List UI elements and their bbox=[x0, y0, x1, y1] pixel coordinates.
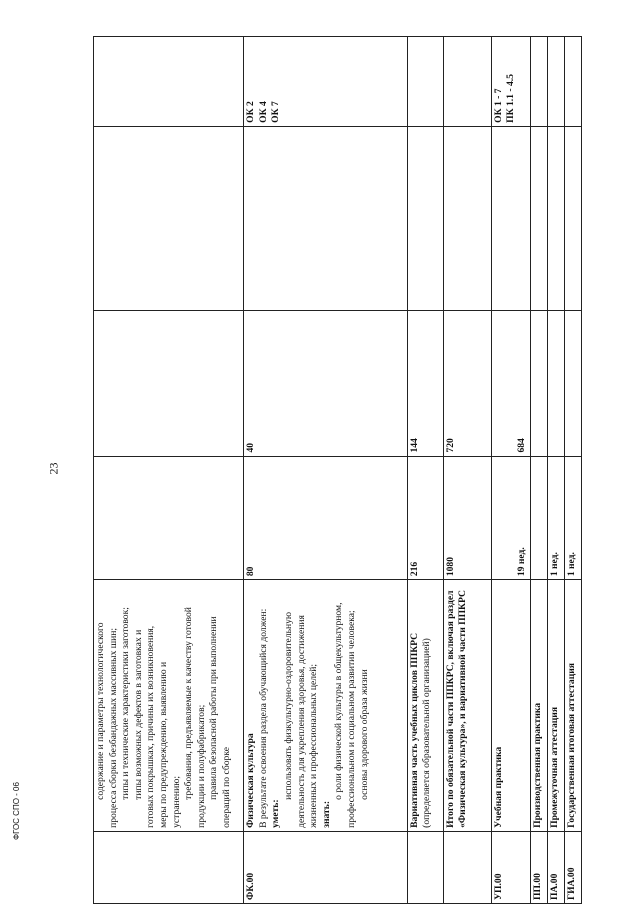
competency: ОК 4 bbox=[257, 101, 269, 123]
table-row bbox=[244, 37, 407, 904]
table-row bbox=[547, 37, 564, 904]
table-row bbox=[564, 37, 581, 904]
max-load-cell: 1080 bbox=[443, 456, 491, 580]
text-line: операций по сборке bbox=[220, 746, 232, 828]
max-load-cell: 1 нед. bbox=[564, 456, 581, 580]
blank-cell bbox=[443, 126, 491, 310]
rotated-table-container bbox=[93, 36, 582, 904]
classroom-cell: 144 bbox=[407, 310, 443, 456]
text-line: устранению; bbox=[170, 775, 182, 828]
text-line: продукции и полуфабрикатов; bbox=[195, 704, 207, 828]
text-line: правила безопасной работы при выполнении bbox=[208, 616, 220, 800]
max-load-cell bbox=[94, 456, 244, 580]
blank-cell bbox=[244, 126, 407, 310]
max-load-cell: 80 bbox=[244, 456, 407, 580]
classroom-cell bbox=[94, 310, 244, 456]
blank-cell bbox=[94, 126, 244, 310]
page-number: 23 bbox=[46, 462, 61, 475]
title-cell: Государственная итоговая аттестация bbox=[564, 580, 581, 832]
variative-title-cell bbox=[407, 580, 443, 832]
variative-title: Вариативная часть учебных циклов ППКРС bbox=[408, 632, 420, 828]
table-row bbox=[530, 37, 547, 904]
curriculum-table bbox=[93, 36, 582, 904]
blank-cell bbox=[407, 126, 443, 310]
table-row bbox=[407, 37, 443, 904]
competencies-cell bbox=[547, 37, 564, 127]
max-load-cell: 216 bbox=[407, 456, 443, 580]
classroom-cell bbox=[564, 310, 581, 456]
code-cell bbox=[407, 831, 443, 903]
text-line: типы и технические характеристики заготовок; bbox=[120, 607, 132, 800]
title-cell: Производственная практика bbox=[530, 580, 547, 832]
umet-label: уметь: bbox=[270, 799, 282, 828]
competencies-cell bbox=[564, 37, 581, 127]
text-line: меры по предупреждению, выявлению и bbox=[157, 661, 169, 828]
blank-cell bbox=[564, 126, 581, 310]
fk-content-cell bbox=[244, 580, 407, 832]
code-cell: ГИА.00 bbox=[564, 831, 581, 903]
max-load-cell: 1 нед. bbox=[547, 456, 564, 580]
code-cell: УП.00 bbox=[491, 831, 530, 903]
code-cell bbox=[443, 831, 491, 903]
classroom-cell: 684 bbox=[491, 310, 530, 456]
text-line: содержание и параметры технологического bbox=[95, 622, 106, 800]
znat-text: о роли физической культуры в общекультурном, профессиональном и социальном развитии человека; bbox=[333, 602, 358, 828]
text-line: требования, предъявляемые к качеству готовой bbox=[183, 607, 195, 800]
blank-cell bbox=[547, 126, 564, 310]
competency: ПК 1.1 - 4.5 bbox=[505, 74, 517, 123]
table-row bbox=[443, 37, 491, 904]
title-cell: Промежуточная аттестация bbox=[547, 580, 564, 832]
total-title-cell: Итого по обязательной части ППКРС, включая раздел «Физическая культура», и вариативной части ППКРС bbox=[443, 580, 491, 832]
table-row bbox=[491, 37, 530, 904]
section-title: Физическая культура bbox=[245, 733, 257, 828]
text-line: типы возможных дефектов в заготовках и bbox=[132, 629, 144, 800]
footer-label: ФГОС СПО - 06 bbox=[12, 782, 21, 840]
znat-label: знать: bbox=[320, 800, 332, 828]
code-cell bbox=[94, 831, 244, 903]
competency: ОК 7 bbox=[270, 101, 282, 123]
code-cell: ПП.00 bbox=[530, 831, 547, 903]
competencies-cell bbox=[407, 37, 443, 127]
title-cell: Учебная практика bbox=[491, 580, 530, 832]
classroom-cell: 720 bbox=[443, 310, 491, 456]
znat-text: основы здорового образа жизни bbox=[358, 669, 370, 800]
competencies-cell bbox=[443, 37, 491, 127]
max-load-cell: 19 нед. bbox=[491, 456, 530, 580]
table-row bbox=[94, 37, 244, 904]
max-load-cell bbox=[530, 456, 547, 580]
text-line: процесса сборки безбандажных массивных шин; bbox=[107, 627, 119, 828]
competencies-cell bbox=[530, 37, 547, 127]
competency: ОК 2 bbox=[245, 101, 257, 123]
code-cell: ПА.00 bbox=[547, 831, 564, 903]
blank-cell bbox=[530, 126, 547, 310]
competencies-cell bbox=[244, 37, 407, 127]
competency: ОК 1 - 7 bbox=[492, 88, 504, 123]
intro-text: В результате освоения раздела обучающийся должен: bbox=[257, 608, 269, 828]
continuation-text-cell bbox=[94, 580, 244, 832]
competencies-cell bbox=[94, 37, 244, 127]
blank-cell bbox=[491, 126, 530, 310]
umet-text: использовать физкультурно-оздоровительную деятельность для укрепления здоровья, достижения жизненных и профессиональных целей; bbox=[283, 611, 320, 828]
competencies-cell bbox=[491, 37, 530, 127]
variative-subtitle: (определяется образовательной организацией) bbox=[421, 638, 433, 828]
text-line: готовых покрышках, причины их возникновения, bbox=[145, 625, 157, 828]
classroom-cell: 40 bbox=[244, 310, 407, 456]
classroom-cell bbox=[530, 310, 547, 456]
code-cell: ФК.00 bbox=[244, 831, 407, 903]
classroom-cell bbox=[547, 310, 564, 456]
